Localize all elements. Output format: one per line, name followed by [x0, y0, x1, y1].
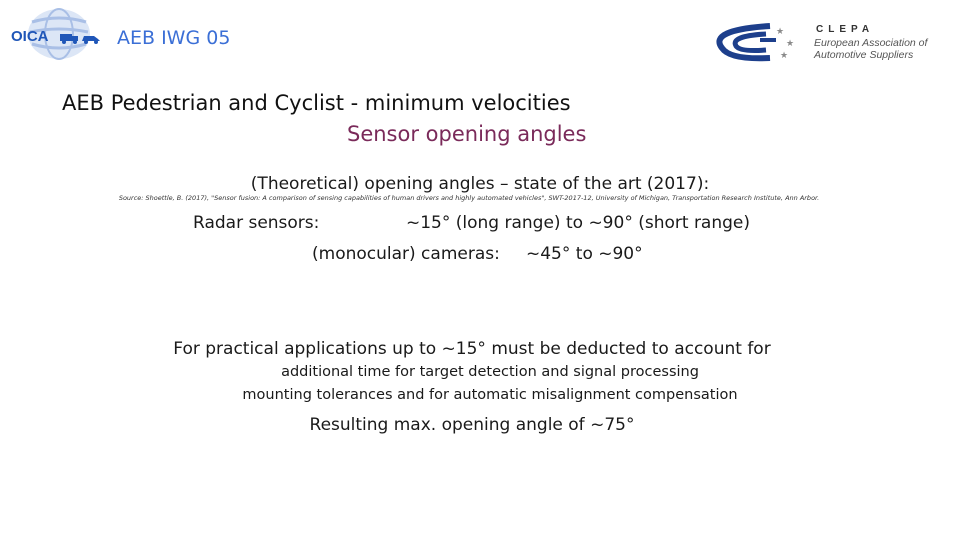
- clepa-logo: [712, 18, 944, 68]
- clepa-logo-subtitle-1: European Association of: [814, 37, 928, 49]
- slide-title: AEB Pedestrian and Cyclist - minimum velocities: [62, 91, 571, 115]
- oica-logo: [10, 8, 108, 60]
- star-icon: ★: [776, 27, 785, 37]
- oica-logo-text: OICA: [11, 28, 49, 45]
- radar-sensors-value: ~15° (long range) to ~90° (short range): [406, 213, 751, 233]
- star-icon: ★: [786, 39, 795, 49]
- source-note: Source: Shoettle, B. (2017), "Sensor fusion: A comparison of sensing capabilities of human drivers and highly automated vehicles", SWT-2017-12, University of Michigan, Transportation Research Institute, Ann Arbor.: [118, 194, 820, 202]
- mounting-tolerance-text: mounting tolerances and for automatic misalignment compensation: [242, 387, 738, 403]
- star-icon: ★: [780, 51, 789, 61]
- camera-label: (monocular) cameras:: [312, 244, 500, 264]
- camera-value: ~45° to ~90°: [526, 244, 643, 264]
- slide-subtitle: Sensor opening angles: [347, 122, 587, 146]
- practical-applications-text: For practical applications up to ~15° must be deducted to account for: [173, 339, 771, 359]
- radar-sensors-label: Radar sensors:: [193, 213, 320, 233]
- clepa-logo-subtitle-2: Automotive Suppliers: [814, 49, 914, 61]
- resulting-angle-text: Resulting max. opening angle of ~75°: [309, 415, 635, 435]
- detection-time-text: additional time for target detection and signal processing: [281, 364, 699, 380]
- state-of-art-heading: (Theoretical) opening angles – state of the art (2017):: [250, 174, 710, 194]
- clepa-logo-text: CLEPA: [816, 24, 875, 35]
- header-title: AEB IWG 05: [117, 27, 231, 49]
